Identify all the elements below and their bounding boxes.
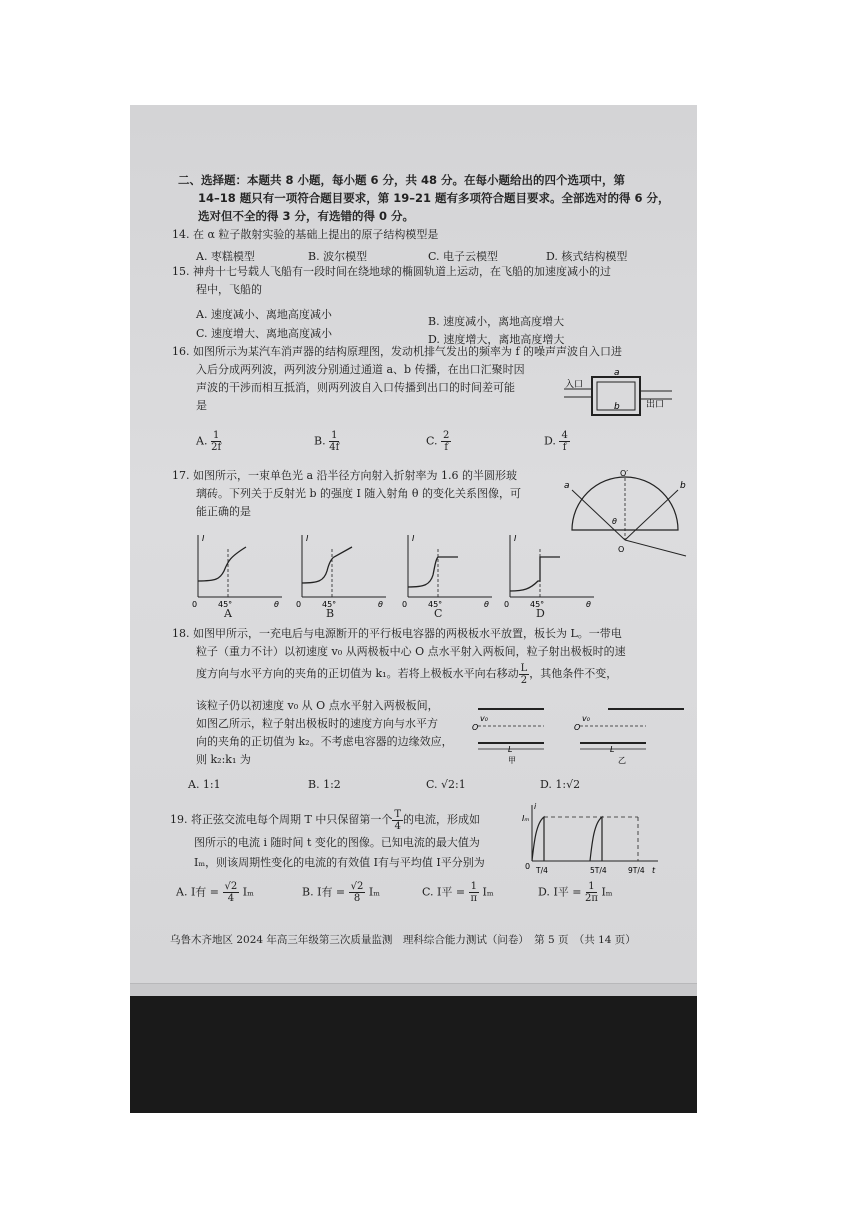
- q14-option-d: D. 核式结构模型: [546, 250, 628, 263]
- q19-option-b-lhs: I有 =: [317, 885, 346, 899]
- yi-caption: 乙: [618, 756, 626, 765]
- q17-graph-c: [400, 531, 496, 613]
- waveform-i-label: i: [534, 803, 537, 811]
- muffler-diagram: [564, 367, 674, 421]
- q16-option-c-fraction: [441, 430, 451, 453]
- q14-option-a: A. 枣糕模型: [196, 250, 255, 263]
- q17-graph-a-label: A: [224, 607, 232, 620]
- q18-option-b: B. 1:2: [308, 778, 341, 791]
- graph-c-y-label: I: [412, 534, 415, 543]
- q19-option-c-rhs: Iₘ: [482, 885, 494, 899]
- graph-d-origin: 0: [504, 600, 510, 609]
- q18-stem-line-6: 向的夹角的正切值为 k₂。不考虑电容器的边缘效应，: [196, 735, 453, 748]
- yi-length-label: L: [610, 745, 615, 754]
- q19-option-b-fraction: [349, 881, 366, 904]
- q16-option-b-fraction: [329, 430, 339, 453]
- q18-stem-line-7: 则 k₂:k₁ 为: [196, 753, 251, 766]
- q14-stem: 14. 在 α 粒子散射实验的基础上提出的原子结构模型是: [172, 228, 439, 241]
- q15-stem: [172, 263, 611, 299]
- q17-stem-line-1: 17. 如图所示，一束单色光 a 沿半径方向射入折射率为 1.6 的半圆形玻: [172, 469, 518, 482]
- q14-option-b: B. 波尔模型: [308, 250, 368, 263]
- exam-page: [130, 105, 697, 985]
- jia-length-label: L: [508, 745, 513, 754]
- q14-option-c: C. 电子云模型: [428, 250, 499, 263]
- muffler-exit-label: 出口: [646, 400, 665, 410]
- current-waveform-diagram: [522, 803, 662, 887]
- q17-graph-d-label: D: [536, 607, 545, 620]
- q17-stem-line-2: 璃砖。下列关于反射光 b 的强度 I 随入射角 θ 的变化关系图像，可: [196, 487, 521, 500]
- q18-option-d: D. 1:√2: [540, 778, 581, 791]
- q19-option-a-rhs: Iₘ: [242, 885, 254, 899]
- q18-stem-line-1: 18. 如图甲所示，一充电后与电源断开的平行板电容器的两极板水平放置，板长为 L。一带电: [172, 627, 622, 640]
- point-o-label: O: [618, 545, 625, 554]
- q18-shift-fraction: [519, 663, 530, 686]
- q19-option-c-num: 1: [470, 881, 477, 892]
- graph-d-y-label: I: [514, 534, 517, 543]
- q18-stem-line-3: [172, 661, 626, 687]
- waveform-tick-9t4: 9T/4: [628, 866, 645, 875]
- q19-stem-line-2: 图所示的电流 i 随时间 t 变化的图像。已知电流的最大值为: [194, 836, 480, 849]
- q15-option-b: B. 速度减小，离地高度增大: [428, 315, 565, 328]
- q19-option-b-label: B.: [302, 885, 314, 899]
- q19-option-d-fraction: [585, 881, 598, 904]
- q16-stem-line-2: 入后分成两列波，两列波分别通过通道 a、b 传播，在出口汇聚时因: [196, 363, 525, 376]
- q16-option-a-label: A.: [196, 434, 208, 448]
- q17-graph-a: [190, 531, 286, 613]
- graph-d-curve: [510, 557, 560, 591]
- q18-shift-num: L: [520, 662, 528, 674]
- q16-stem-line-1: 16. 如图所示为某汽车消声器的结构原理图，发动机排气发出的频率为 f 的噪声声波自入口进: [172, 345, 623, 358]
- q18-shift-den: 2: [520, 674, 528, 686]
- q16-option-c-den: f: [444, 442, 449, 453]
- q19-stem-line-1a: 19. 将正弦交流电每个周期 T 中只保留第一个: [170, 813, 393, 826]
- q19-quarter-fraction: [392, 809, 403, 832]
- q19-option-c: [422, 881, 494, 904]
- graph-b-curve: [302, 547, 352, 583]
- q15-option-c: C. 速度增大、离地高度减小: [196, 327, 333, 340]
- graph-d-tick: 45°: [530, 600, 545, 609]
- q18-stem-bottom: [196, 697, 453, 769]
- q19-option-a-num: √2: [224, 881, 238, 892]
- graph-a-x-label: θ: [274, 600, 279, 609]
- q19-option-c-label: C.: [422, 885, 434, 899]
- graph-b-x-label: θ: [378, 600, 383, 609]
- q16-stem-line-4: 是: [196, 399, 207, 412]
- q19-stem-line-1: [170, 807, 485, 833]
- page-footer: 乌鲁木齐地区 2024 年高三年级第三次质量监测 理科综合能力测试（问卷） 第 5 页 （共 14 页）: [170, 934, 636, 946]
- q18-stem-line-5: 如图乙所示，粒子射出极板时的速度方向与水平方: [196, 717, 438, 730]
- q18-stem-line-4: 该粒子仍以初速度 v₀ 从 O 点水平射入两极板间，: [196, 699, 439, 712]
- q19-option-b: [302, 881, 380, 904]
- q15-option-d: D. 速度增大，离地高度增大: [428, 333, 565, 346]
- q16-option-a: [196, 430, 221, 453]
- q16-stem: [172, 343, 622, 415]
- q16-option-a-den: 2f: [211, 442, 222, 453]
- waveform-t-label: t: [652, 866, 656, 875]
- graph-a-y-label: I: [202, 534, 205, 543]
- graph-b-y-label: I: [306, 534, 309, 543]
- q16-option-a-num: 1: [212, 430, 220, 441]
- q15-stem-line-2: 程中，飞船的: [196, 283, 262, 296]
- q19-option-d-lhs: I平 =: [553, 885, 582, 899]
- q19-option-a-lhs: I有 =: [190, 885, 220, 899]
- q18-stem-line-3b: ，其他条件不变，: [529, 667, 618, 680]
- q18-option-c: C. √2:1: [426, 778, 466, 791]
- q19-option-d: [538, 881, 613, 904]
- graph-a-origin: 0: [192, 600, 198, 609]
- graph-c-origin: 0: [402, 600, 408, 609]
- q19-option-d-num: 1: [588, 881, 595, 892]
- jia-caption: 甲: [508, 756, 516, 765]
- graph-c-curve: [408, 557, 458, 587]
- q19-stem: [170, 807, 485, 873]
- waveform-pulse-2: [590, 817, 602, 861]
- graph-a-tick: 45°: [218, 600, 233, 609]
- q17-graph-b-label: B: [326, 607, 335, 620]
- waveform-origin: 0: [525, 862, 531, 871]
- q19-stem-line-1b: 的电流，形成如: [403, 813, 480, 826]
- q19-option-d-rhs: Iₘ: [601, 885, 613, 899]
- point-o-prime-label: O′: [620, 469, 629, 478]
- q18-stem-top: [172, 625, 626, 687]
- q16-option-d-label: D.: [544, 434, 556, 448]
- q16-option-c: [426, 430, 451, 453]
- reflected-ray-b: [625, 490, 678, 540]
- graph-b-origin: 0: [296, 600, 302, 609]
- waveform-pulse-1: [532, 817, 544, 861]
- q16-option-b: [314, 430, 339, 453]
- document-photo: [130, 105, 697, 1113]
- q19-option-b-num: √2: [350, 881, 364, 892]
- yi-v0-label: v₀: [582, 714, 590, 723]
- q19-stem-line-3: Iₘ，则该周期性变化的电流的有效值 I有与平均值 I平分别为: [194, 856, 485, 869]
- q15-stem-line-1: 15. 神舟十七号载人飞船有一段时间在绕地球的椭圆轨道上运动，在飞船的加速度减小的过: [172, 265, 611, 278]
- section-header-line-2: 14–18 题只有一项符合题目要求，第 19–21 题有多项符合题目要求。全部选对的得 6 分，: [198, 191, 670, 205]
- q16-option-b-den: 4f: [329, 442, 340, 453]
- q19-option-b-den: 8: [353, 893, 361, 904]
- muffler-path-a-label: a: [614, 368, 620, 378]
- q15-option-a: A. 速度减小、离地高度减小: [196, 308, 332, 321]
- q18-stem-line-2: 粒子（重力不计）以初速度 v₀ 从两极板中心 O 点水平射入两板间，粒子射出极板时的速: [196, 645, 626, 658]
- section-header-line-3: 选对但不全的得 3 分，有选错的得 0 分。: [198, 209, 415, 223]
- q16-option-c-label: C.: [426, 434, 438, 448]
- jia-v0-label: v₀: [480, 714, 488, 723]
- q18-option-a: A. 1:1: [188, 778, 221, 791]
- q17-graph-d: [502, 531, 598, 613]
- q19-option-b-rhs: Iₘ: [368, 885, 380, 899]
- q18-stem-line-3a: 度方向与水平方向的夹角的正切值为 k₁。若将上极板水平向右移动: [196, 667, 519, 680]
- q17-graph-b: [294, 531, 390, 613]
- waveform-im-label: Iₘ: [522, 814, 530, 823]
- q19-option-d-label: D.: [538, 885, 550, 899]
- q19-option-a-label: A.: [176, 885, 188, 899]
- q16-stem-line-3: 声波的干涉而相互抵消，则两列波自入口传播到出口的时间差可能: [196, 381, 515, 394]
- graph-d-x-label: θ: [586, 600, 591, 609]
- q17-graph-c-label: C: [434, 607, 443, 620]
- jia-o-label: O: [472, 723, 479, 732]
- waveform-tick-t4: T/4: [536, 866, 548, 875]
- q19-option-c-fraction: [469, 881, 479, 904]
- graph-c-x-label: θ: [484, 600, 489, 609]
- q19-quarter-num: T: [394, 808, 401, 820]
- angle-theta-label: θ: [612, 517, 617, 526]
- ray-b-label: b: [680, 481, 686, 491]
- q19-option-c-den: π: [470, 893, 478, 904]
- muffler-path-b-label: b: [614, 402, 620, 412]
- q16-option-b-label: B.: [314, 434, 326, 448]
- refracted-ray: [625, 540, 686, 556]
- section-header: [178, 171, 670, 225]
- q16-option-b-num: 1: [331, 430, 338, 441]
- capacitor-diagram-yi: [574, 697, 690, 767]
- waveform-tick-5t4: 5T/4: [590, 866, 607, 875]
- q19-quarter-den: 4: [394, 820, 401, 832]
- q16-option-d-den: f: [562, 442, 567, 453]
- underlying-page-edge: [130, 983, 697, 996]
- q16-option-d-num: 4: [561, 430, 568, 441]
- q16-option-c-num: 2: [443, 430, 450, 441]
- q16-option-a-fraction: [211, 430, 221, 453]
- muffler-entry-label: 入口: [565, 380, 584, 390]
- ray-a-label: a: [564, 481, 570, 491]
- q16-option-d-fraction: [559, 430, 569, 453]
- q16-option-d: [544, 430, 570, 453]
- q19-option-a: [176, 881, 254, 904]
- graph-b-tick: 45°: [322, 600, 337, 609]
- section-header-line-1: 二、选择题：本题共 8 小题，每小题 6 分，共 48 分。在每小题给出的四个选项中，第: [178, 173, 626, 187]
- graph-a-curve: [198, 547, 246, 581]
- q17-stem-line-3: 能正确的是: [196, 505, 251, 518]
- graph-c-tick: 45°: [428, 600, 443, 609]
- q19-option-d-den: 2π: [585, 893, 598, 904]
- q19-option-a-fraction: [223, 881, 240, 904]
- q17-stem: [172, 467, 521, 521]
- capacitor-diagram-jia: [472, 697, 554, 767]
- yi-o-label: O: [574, 723, 581, 732]
- q19-option-a-den: 4: [227, 893, 235, 904]
- q19-option-c-lhs: I平 =: [437, 885, 466, 899]
